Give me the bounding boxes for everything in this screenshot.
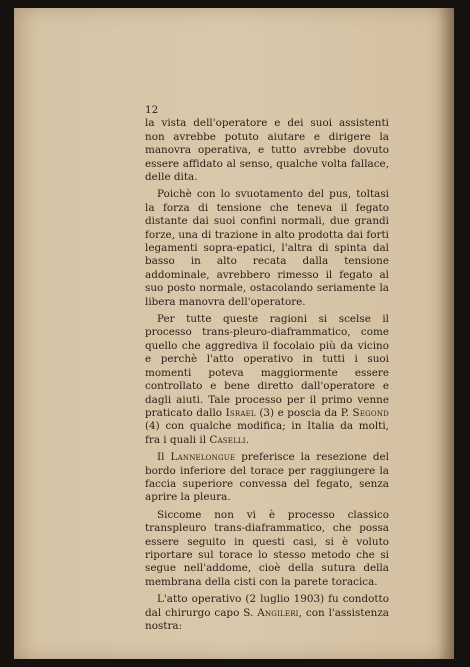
paragraph-3-text-c: (4) con qualche modifica; in Italia da molti, fra i quali il [145, 420, 389, 446]
paragraph-4 [145, 451, 389, 505]
paragraph-1: la vista dell'operatore e dei suoi assistenti non avrebbe potuto aiutare e dirigere la manovra operativa, e tutto avrebbe dovuto essere affidato al senso, qualche volta fallace, delle dita. [145, 117, 389, 184]
page-number: 12 [145, 104, 159, 116]
author-name-caselli: Caselli [209, 433, 246, 446]
paragraph-3-text-a: Per tutte queste ragioni si scelse il processo trans-pleuro-diaframmatico, come quello che aggrediva il focolaio più da vicino e perchè l'atto operativo in tutti i suoi momenti poteva maggiormente essere controllato e bene diretto dall'operatore e dagli aiuti. Tale processo per il primo venne praticato dallo [145, 313, 389, 419]
author-name-israel: Israel [225, 406, 256, 419]
paragraph-2: Poichè con lo svuotamento del pus, toltasi la forza di tensione che teneva il fegato distante dai suoi confini normali, due grandi forze, una di trazione in alto prodotta dai forti legamenti sopra-epatici, l'altra di spinta dal basso in alto recata dalla tensione addominale, avrebbero rimesso il fegato al suo posto normale, ostacolando seriamente la libera manovra dell'operatore. [145, 188, 389, 308]
paragraph-6-text-a: L'atto operativo (2 luglio 1903) fu condotto dal chirurgo capo S. [145, 593, 389, 619]
surgeon-name-angileri: Angileri [257, 606, 299, 619]
book-page [14, 8, 454, 659]
paragraph-6-text-b: , con l'assistenza nostra: [145, 606, 389, 633]
author-name-segond: Segond [352, 406, 389, 419]
page-text-block [145, 104, 389, 637]
paragraph-5: Siccome non vi è processo classico transpleuro trans-diaframmatico, che possa essere seguito in questi casi, si è voluto riportare sul torace lo stesso metodo che si segue nell'addome, cioè della sutura della membrana della cisti con la parete toracica. [145, 508, 389, 588]
paragraph-4-text-a: Il [157, 451, 171, 464]
paragraph-3 [145, 313, 389, 447]
paragraph-6 [145, 593, 389, 633]
paragraph-3-text-d: . [245, 433, 250, 446]
paragraph-4-text-b: preferisce la resezione del bordo inferiore del torace per raggiungere la faccia superiore convessa del fegato, senza aprire la pleura. [145, 451, 389, 504]
page-binding-shadow [438, 8, 454, 659]
author-name-lannelongue: Lannelongue [170, 451, 236, 464]
paragraph-3-text-b: (3) e poscia da P. [255, 406, 353, 419]
